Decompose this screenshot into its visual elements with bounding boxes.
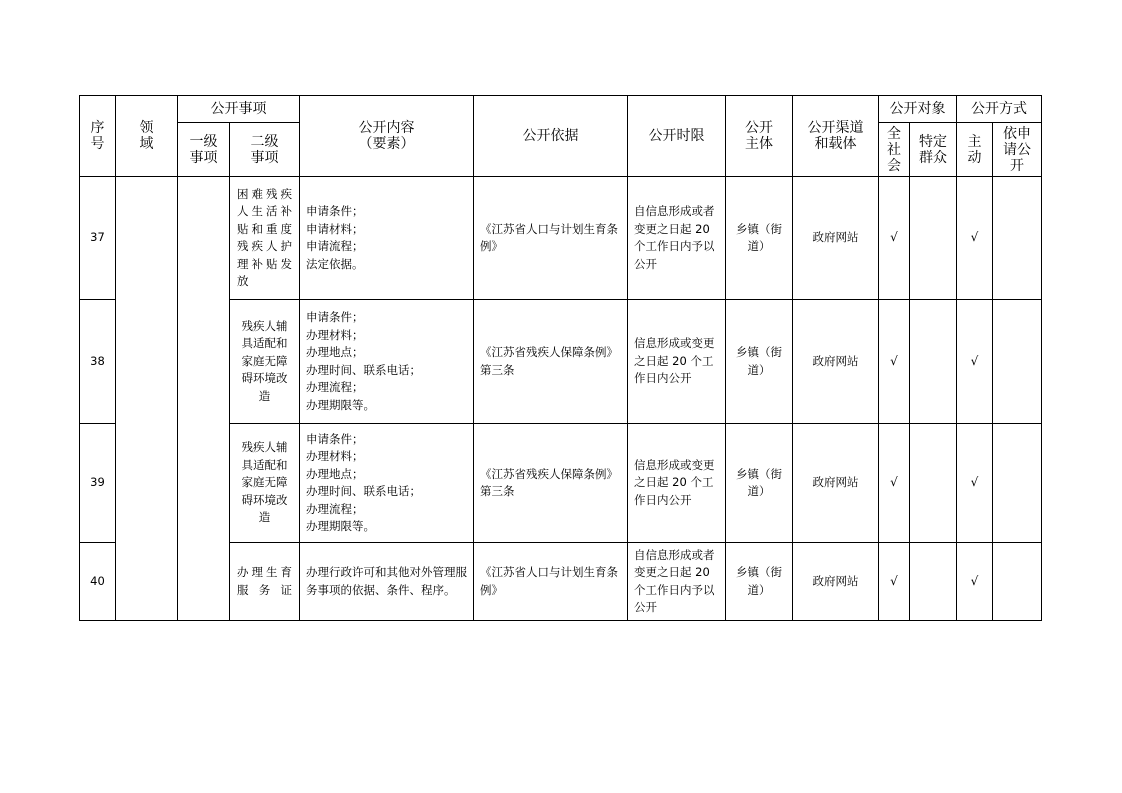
header-on-request: 依申 请公 开	[993, 123, 1042, 177]
header-channel: 公开渠道 和载体	[793, 96, 879, 177]
row-specific-group-check	[910, 543, 957, 621]
row-on-request-check	[993, 177, 1042, 300]
row-content: 申请条件； 申请材料； 申请流程； 法定依据。	[300, 177, 474, 300]
row-basis: 《江苏省残疾人保障条例》第三条	[474, 424, 628, 543]
row-content: 办理行政许可和其他对外管理服务事项的依据、条件、程序。	[300, 543, 474, 621]
row-channel: 政府网站	[793, 177, 879, 300]
header-level1: 一级 事项	[178, 123, 230, 177]
disclosure-table	[79, 95, 1042, 621]
header-content: 公开内容 （要素）	[300, 96, 474, 177]
row-subject: 乡镇（街道）	[726, 543, 793, 621]
row-content: 申请条件； 办理材料； 办理地点； 办理时间、联系电话； 办理流程； 办理期限等。	[300, 424, 474, 543]
row-specific-group-check	[910, 300, 957, 424]
row-basis: 《江苏省人口与计划生育条例》	[474, 177, 628, 300]
domain-cell	[116, 177, 178, 621]
row-active-check: √	[957, 424, 993, 543]
header-public-items: 公开事项	[178, 96, 300, 123]
row-subject: 乡镇（街道）	[726, 177, 793, 300]
row-time-limit: 自信息形成或者变更之日起 20 个工作日内予以公开	[628, 543, 726, 621]
header-active: 主 动	[957, 123, 993, 177]
row-level2: 办理生育服务证	[230, 543, 300, 621]
row-whole-society-check: √	[879, 543, 910, 621]
header-domain: 领 域	[116, 96, 178, 177]
row-time-limit: 信息形成或变更之日起 20 个工作日内公开	[628, 424, 726, 543]
row-time-limit: 信息形成或变更之日起 20 个工作日内公开	[628, 300, 726, 424]
row-seq: 37	[80, 177, 116, 300]
level1-cell	[178, 177, 230, 621]
row-specific-group-check	[910, 177, 957, 300]
row-active-check: √	[957, 543, 993, 621]
row-channel: 政府网站	[793, 300, 879, 424]
row-on-request-check	[993, 543, 1042, 621]
row-level2: 残疾人辅具适配和家庭无障碍环境改造	[230, 300, 300, 424]
header-target: 公开对象	[879, 96, 957, 123]
row-on-request-check	[993, 300, 1042, 424]
row-basis: 《江苏省人口与计划生育条例》	[474, 543, 628, 621]
row-channel: 政府网站	[793, 424, 879, 543]
row-content: 申请条件； 办理材料； 办理地点； 办理时间、联系电话； 办理流程； 办理期限等。	[300, 300, 474, 424]
row-subject: 乡镇（街道）	[726, 300, 793, 424]
header-seq: 序 号	[80, 96, 116, 177]
row-whole-society-check: √	[879, 177, 910, 300]
header-subject: 公开 主体	[726, 96, 793, 177]
row-active-check: √	[957, 300, 993, 424]
table-row	[80, 177, 1042, 300]
row-seq: 39	[80, 424, 116, 543]
row-whole-society-check: √	[879, 300, 910, 424]
header-whole-society: 全 社 会	[879, 123, 910, 177]
row-seq: 38	[80, 300, 116, 424]
row-seq: 40	[80, 543, 116, 621]
row-active-check: √	[957, 177, 993, 300]
row-time-limit: 自信息形成或者变更之日起 20 个工作日内予以公开	[628, 177, 726, 300]
row-basis: 《江苏省残疾人保障条例》第三条	[474, 300, 628, 424]
header-method: 公开方式	[957, 96, 1042, 123]
header-specific-group: 特定 群众	[910, 123, 957, 177]
row-specific-group-check	[910, 424, 957, 543]
header-basis: 公开依据	[474, 96, 628, 177]
row-on-request-check	[993, 424, 1042, 543]
header-time-limit: 公开时限	[628, 96, 726, 177]
row-level2: 困难残疾人生活补贴和重度残疾人护理补贴发放	[230, 177, 300, 300]
row-channel: 政府网站	[793, 543, 879, 621]
row-level2: 残疾人辅具适配和家庭无障碍环境改造	[230, 424, 300, 543]
row-subject: 乡镇（街道）	[726, 424, 793, 543]
row-whole-society-check: √	[879, 424, 910, 543]
header-level2: 二级 事项	[230, 123, 300, 177]
